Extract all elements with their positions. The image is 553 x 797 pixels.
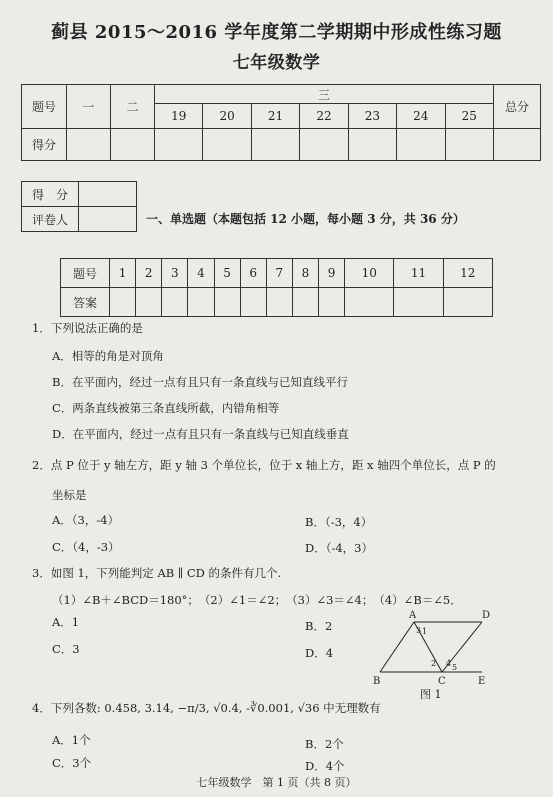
score-col-header: 20 xyxy=(203,104,251,129)
answer-cell[interactable] xyxy=(110,288,136,317)
score-cell xyxy=(348,129,396,161)
q4-option-d: D．4个 xyxy=(305,759,345,773)
score-header-3: 三 xyxy=(155,85,494,104)
score-cell xyxy=(251,129,299,161)
score-col-header: 22 xyxy=(300,104,348,129)
exam-subtitle: 七年级数学 xyxy=(232,53,321,73)
fig-angle-1: 1 xyxy=(422,627,428,636)
answer-cell[interactable] xyxy=(240,288,266,317)
fig-angle-3: 3 xyxy=(416,626,422,635)
answer-num: 11 xyxy=(394,259,443,288)
q3-option-c: C．3 xyxy=(52,642,80,656)
figure-1 xyxy=(370,608,500,698)
answer-num: 1 xyxy=(110,259,136,288)
score-col-header: 24 xyxy=(397,104,445,129)
q2-option-b: B．（-3，4） xyxy=(305,515,373,529)
grader-table xyxy=(21,181,137,232)
q2-option-d: D．（-4，3） xyxy=(305,541,373,555)
answer-cell[interactable] xyxy=(345,288,394,317)
score-col-header: 25 xyxy=(445,104,493,129)
score-header-total: 总分 xyxy=(494,85,541,129)
answer-num: 4 xyxy=(188,259,214,288)
q1-option-b: B．在平面内，经过一点有且只有一条直线与已知直线平行 xyxy=(52,375,348,389)
answer-table xyxy=(60,258,493,317)
q4-option-b: B．2个 xyxy=(305,737,344,751)
answer-num: 12 xyxy=(443,259,492,288)
score-cell xyxy=(300,129,348,161)
q2-option-c: C．（4，-3） xyxy=(52,540,120,554)
answer-cell[interactable] xyxy=(136,288,162,317)
q3-option-d: D．4 xyxy=(305,646,334,660)
score-cell xyxy=(494,129,541,161)
answer-header-label: 题号 xyxy=(61,259,110,288)
answer-num: 10 xyxy=(345,259,394,288)
answer-cell[interactable] xyxy=(292,288,318,317)
answer-num: 6 xyxy=(240,259,266,288)
grader-name-label: 评卷人 xyxy=(22,207,79,232)
fig-angle-5: 5 xyxy=(452,663,458,672)
answer-cell[interactable] xyxy=(214,288,240,317)
answer-cell[interactable] xyxy=(394,288,443,317)
fig-label-e: E xyxy=(478,676,486,687)
exam-title: 蓟县 2015～2016 学年度第二学期期中形成性练习题 xyxy=(51,22,502,43)
q1-option-d: D．在平面内，经过一点有且只有一条直线与已知直线垂直 xyxy=(52,427,349,441)
score-cell xyxy=(445,129,493,161)
score-col-header: 23 xyxy=(348,104,396,129)
answer-cell[interactable] xyxy=(266,288,292,317)
answer-num: 3 xyxy=(162,259,188,288)
answer-cell[interactable] xyxy=(319,288,345,317)
q4-option-a: A．1个 xyxy=(52,733,91,747)
q2-stem: 2．点 P 位于 y 轴左方，距 y 轴 3 个单位长，位于 x 轴上方，距 x 轴四个单位长，点 P 的 xyxy=(32,458,496,472)
q1-stem: 1．下列说法正确的是 xyxy=(32,321,143,335)
score-header-1: 一 xyxy=(67,85,111,129)
score-cell xyxy=(67,129,111,161)
score-col-header: 21 xyxy=(251,104,299,129)
grader-name-cell xyxy=(79,207,137,232)
fig-line-ab xyxy=(380,622,414,672)
answer-num: 2 xyxy=(136,259,162,288)
q2-option-a: A．（3，-4） xyxy=(52,513,120,527)
q3-stem: 3．如图 1，下列能判定 AB ∥ CD 的条件有几个. xyxy=(32,566,282,580)
grader-score-cell xyxy=(79,182,137,207)
score-table xyxy=(21,84,541,161)
score-cell xyxy=(397,129,445,161)
score-header-qnum: 题号 xyxy=(22,85,67,129)
figure-caption: 图 1 xyxy=(420,688,442,701)
score-cell xyxy=(111,129,155,161)
answer-num: 8 xyxy=(292,259,318,288)
q1-option-a: A．相等的角是对顶角 xyxy=(52,349,164,363)
q3-option-b: B．2 xyxy=(305,619,333,633)
q2-stem-cont: 坐标是 xyxy=(52,488,87,502)
answer-row-label: 答案 xyxy=(61,288,110,317)
answer-num: 9 xyxy=(319,259,345,288)
score-col-header: 19 xyxy=(155,104,203,129)
q4-stem: 4．下列各数: 0.458, 3.14̇, −π/3, √0.4, -∛0.001, √36 中无理数有 xyxy=(32,701,381,715)
score-row-label: 得分 xyxy=(22,129,67,161)
answer-num: 5 xyxy=(214,259,240,288)
page-footer: 七年级数学 第 1 页（共 8 页） xyxy=(196,776,357,789)
score-cell xyxy=(155,129,203,161)
fig-label-c: C xyxy=(438,676,446,687)
answer-cell[interactable] xyxy=(443,288,492,317)
answer-num: 7 xyxy=(266,259,292,288)
fig-label-a: A xyxy=(409,610,417,621)
score-header-2: 二 xyxy=(111,85,155,129)
fig-label-d: D xyxy=(482,610,491,621)
q4-option-c: C．3个 xyxy=(52,756,92,770)
answer-cell[interactable] xyxy=(162,288,188,317)
q3-conditions: （1）∠B＋∠BCD＝180°； （2）∠1＝∠2； （3）∠3＝∠4； （4）∠B＝∠5． xyxy=(52,593,462,607)
fig-angle-4: 4 xyxy=(446,659,452,668)
answer-cell[interactable] xyxy=(188,288,214,317)
fig-label-b: B xyxy=(373,676,381,687)
fig-angle-2: 2 xyxy=(431,659,437,668)
section-title: 一、单选题（本题包括 12 小题，每小题 3 分，共 36 分） xyxy=(146,212,465,226)
q1-option-c: C．两条直线被第三条直线所截，内错角相等 xyxy=(52,401,280,415)
score-cell xyxy=(203,129,251,161)
q3-option-a: A．1 xyxy=(52,615,80,629)
grader-score-label: 得 分 xyxy=(22,182,79,207)
